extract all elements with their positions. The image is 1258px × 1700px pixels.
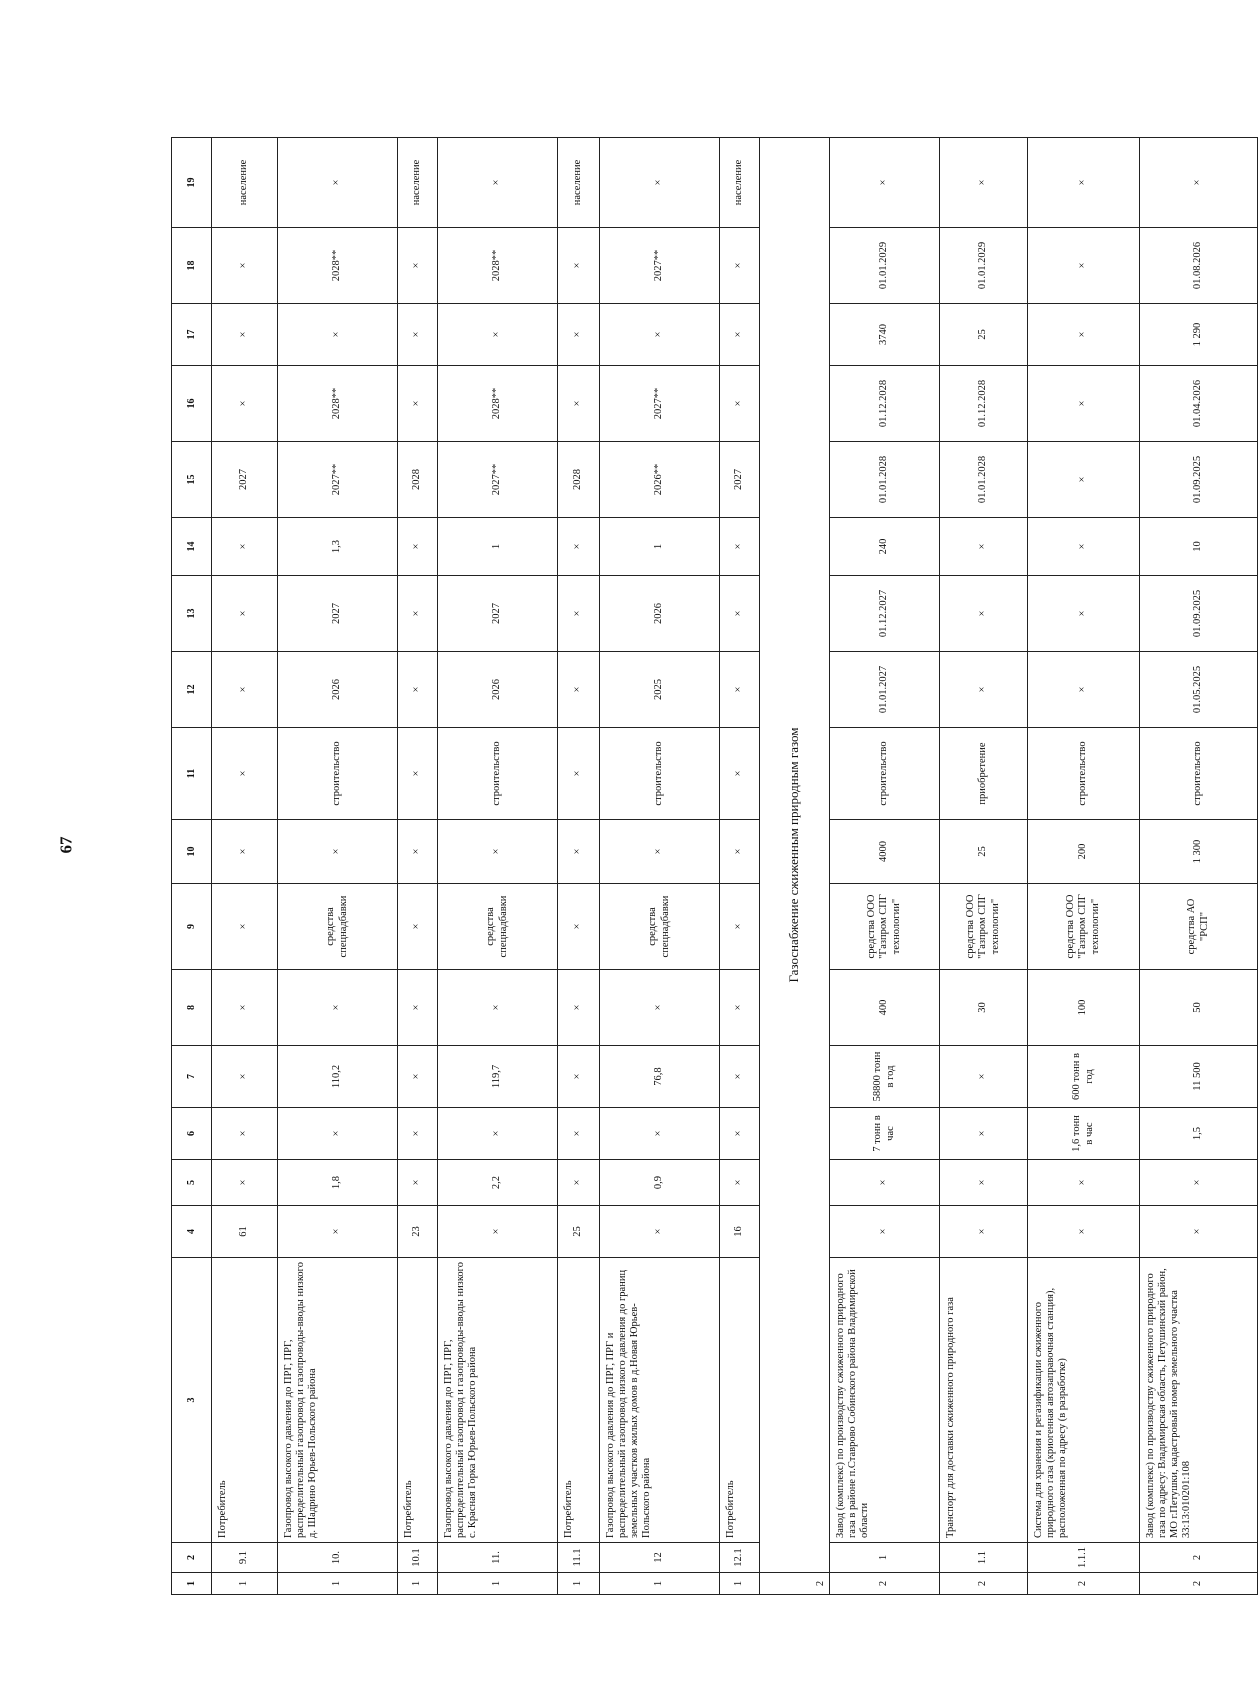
- table-row: [1140, 138, 1258, 1595]
- table-cell-c8: 30: [940, 970, 1028, 1046]
- table-cell-c3: Завод (комплекс) по производству сжиженного природного газа в районе п.Ставрово Собинского района Владимирской области: [830, 1258, 940, 1543]
- table-cell-c14: ×: [1028, 518, 1140, 576]
- table-cell-c2: 12: [600, 1543, 720, 1573]
- table-cell-c16: ×: [720, 366, 760, 442]
- table-cell-c2: 11.: [438, 1543, 558, 1573]
- table-cell-c15: 01.01.2028: [940, 442, 1028, 518]
- table-cell-c9: средства спецнадбавки: [600, 884, 720, 970]
- table-cell-c6: ×: [600, 1108, 720, 1160]
- table-row: [558, 138, 600, 1595]
- table-cell-c11: строительство: [830, 728, 940, 820]
- table-cell-c6: ×: [720, 1108, 760, 1160]
- column-header-14: 14: [172, 518, 212, 576]
- table-cell-c16: ×: [398, 366, 438, 442]
- table-cell-c3: Система для хранения и регазификации сжиженного природного газа (криогенная автозаправочная станция), расположенная по адресу (в разработке): [1028, 1258, 1140, 1543]
- table-cell-c10: ×: [278, 820, 398, 884]
- table-cell-c19: ×: [600, 138, 720, 228]
- table-cell-c19: население: [398, 138, 438, 228]
- table-cell-c13: 2027: [438, 576, 558, 652]
- table-cell-c18: ×: [558, 228, 600, 304]
- table-cell-c9: ×: [398, 884, 438, 970]
- table-cell-c17: ×: [720, 304, 760, 366]
- table-row: [600, 138, 720, 1595]
- table-cell-c7: 119,7: [438, 1046, 558, 1108]
- table-cell-c12: ×: [940, 652, 1028, 728]
- table-cell-c8: 50: [1140, 970, 1258, 1046]
- table-cell-c5: ×: [720, 1160, 760, 1206]
- table-cell-c7: 11 500: [1140, 1046, 1258, 1108]
- table-cell-c18: ×: [398, 228, 438, 304]
- table-cell-c6: ×: [438, 1108, 558, 1160]
- table-cell-c17: ×: [212, 304, 278, 366]
- table-cell-c17: 1 290: [1140, 304, 1258, 366]
- table-cell-c3: Газопровод высокого давления до ПРГ, ПРГ и распределительный газопровод низкого давления до границ земельных участков жилых домов в д.Новая Юрьев-Польского района: [600, 1258, 720, 1543]
- table-row: [398, 138, 438, 1595]
- table-cell-c1: 2: [1028, 1573, 1140, 1595]
- table-cell-c12: 01.05.2025: [1140, 652, 1258, 728]
- table-cell-c5: ×: [1140, 1160, 1258, 1206]
- column-header-5: 5: [172, 1160, 212, 1206]
- table-cell-c10: ×: [720, 820, 760, 884]
- header-row: [172, 138, 212, 1595]
- table-cell-c14: ×: [212, 518, 278, 576]
- section-number: 2: [760, 1573, 830, 1595]
- table-cell-c4: 25: [558, 1206, 600, 1258]
- table-cell-c15: 2027: [720, 442, 760, 518]
- table-cell-c13: ×: [398, 576, 438, 652]
- table-cell-c11: приобретение: [940, 728, 1028, 820]
- column-header-3: 3: [172, 1258, 212, 1543]
- section-title: Газоснабжение сжиженным природным газом: [760, 138, 830, 1573]
- table-row: [940, 138, 1028, 1595]
- table-cell-c8: ×: [438, 970, 558, 1046]
- table-cell-c1: 1: [438, 1573, 558, 1595]
- column-header-2: 2: [172, 1543, 212, 1573]
- table-cell-c10: ×: [212, 820, 278, 884]
- table-cell-c11: ×: [558, 728, 600, 820]
- table-cell-c7: 76,8: [600, 1046, 720, 1108]
- table-cell-c11: строительство: [1028, 728, 1140, 820]
- table-cell-c10: ×: [438, 820, 558, 884]
- table-cell-c14: ×: [720, 518, 760, 576]
- table-cell-c6: ×: [278, 1108, 398, 1160]
- column-header-13: 13: [172, 576, 212, 652]
- table-cell-c19: ×: [830, 138, 940, 228]
- table-cell-c19: население: [720, 138, 760, 228]
- table-cell-c15: 2028: [558, 442, 600, 518]
- table-cell-c16: 2027**: [600, 366, 720, 442]
- table-cell-c4: 61: [212, 1206, 278, 1258]
- table-cell-c11: строительство: [438, 728, 558, 820]
- table-cell-c6: 1,6 тонн в час: [1028, 1108, 1140, 1160]
- table-cell-c13: ×: [1028, 576, 1140, 652]
- table-cell-c10: ×: [558, 820, 600, 884]
- table-cell-c3: Транспорт для доставки сжиженного природного газа: [940, 1258, 1028, 1543]
- table-cell-c15: 01.09.2025: [1140, 442, 1258, 518]
- table-cell-c11: строительство: [600, 728, 720, 820]
- table-cell-c19: ×: [438, 138, 558, 228]
- column-header-9: 9: [172, 884, 212, 970]
- table-cell-c18: 2028**: [438, 228, 558, 304]
- gas-supply-table: [171, 137, 1258, 1595]
- table-cell-c3: Потребитель: [212, 1258, 278, 1543]
- table-cell-c13: 2026: [600, 576, 720, 652]
- table-cell-c8: 400: [830, 970, 940, 1046]
- table-cell-c9: средства ООО "Газпром СПГ технологии": [830, 884, 940, 970]
- table-cell-c13: ×: [558, 576, 600, 652]
- table-cell-c8: ×: [212, 970, 278, 1046]
- table-cell-c17: ×: [1028, 304, 1140, 366]
- table-cell-c13: ×: [212, 576, 278, 652]
- table-cell-c8: ×: [398, 970, 438, 1046]
- table-cell-c7: ×: [558, 1046, 600, 1108]
- table-cell-c7: 58800 тонн в год: [830, 1046, 940, 1108]
- table-row: [278, 138, 398, 1595]
- table-cell-c10: ×: [600, 820, 720, 884]
- table-cell-c12: ×: [212, 652, 278, 728]
- table-cell-c3: Потребитель: [558, 1258, 600, 1543]
- table-cell-c14: ×: [398, 518, 438, 576]
- table-cell-c1: 1: [558, 1573, 600, 1595]
- table-cell-c2: 10.: [278, 1543, 398, 1573]
- table-cell-c5: ×: [212, 1160, 278, 1206]
- table-cell-c9: ×: [720, 884, 760, 970]
- table-cell-c12: ×: [558, 652, 600, 728]
- table-cell-c6: ×: [940, 1108, 1028, 1160]
- table-cell-c16: ×: [1028, 366, 1140, 442]
- table-cell-c7: ×: [720, 1046, 760, 1108]
- table-cell-c17: ×: [438, 304, 558, 366]
- table-cell-c9: ×: [212, 884, 278, 970]
- table-cell-c15: ×: [1028, 442, 1140, 518]
- table-cell-c1: 1: [212, 1573, 278, 1595]
- table-cell-c5: ×: [558, 1160, 600, 1206]
- table-cell-c6: ×: [212, 1108, 278, 1160]
- table-cell-c16: 01.12.2028: [830, 366, 940, 442]
- table-cell-c10: 200: [1028, 820, 1140, 884]
- table-cell-c17: ×: [558, 304, 600, 366]
- table-cell-c18: 01.08.2026: [1140, 228, 1258, 304]
- table-cell-c2: 10.1: [398, 1543, 438, 1573]
- table-cell-c12: 2026: [438, 652, 558, 728]
- table-cell-c14: 10: [1140, 518, 1258, 576]
- table-cell-c8: ×: [278, 970, 398, 1046]
- table-cell-c3: Потребитель: [720, 1258, 760, 1543]
- column-header-6: 6: [172, 1108, 212, 1160]
- table-cell-c13: 2027: [278, 576, 398, 652]
- table-cell-c17: 25: [940, 304, 1028, 366]
- table-cell-c14: 1,3: [278, 518, 398, 576]
- table-cell-c3: Завод (комплекс) по производству сжиженного природного газа по адресу: Владимирская область, Петушинский район, МО г.Петушки, кадастровый номер земельного участка 33:13:010201:108: [1140, 1258, 1258, 1543]
- table-cell-c14: ×: [940, 518, 1028, 576]
- table-cell-c18: 01.01.2029: [940, 228, 1028, 304]
- table-cell-c3: Газопровод высокого давления до ПРГ, ПРГ, распределительный газопровод и газопроводы-вводы низкого д. Шадрино Юрьев-Польского района: [278, 1258, 398, 1543]
- table-cell-c16: 01.04.2026: [1140, 366, 1258, 442]
- table-cell-c5: 1,8: [278, 1160, 398, 1206]
- table-cell-c6: ×: [398, 1108, 438, 1160]
- table-cell-c4: 16: [720, 1206, 760, 1258]
- table-cell-c4: 23: [398, 1206, 438, 1258]
- table-cell-c11: строительство: [278, 728, 398, 820]
- table-cell-c8: ×: [558, 970, 600, 1046]
- table-cell-c11: ×: [212, 728, 278, 820]
- column-header-16: 16: [172, 366, 212, 442]
- table-cell-c16: ×: [212, 366, 278, 442]
- table-cell-c4: ×: [1028, 1206, 1140, 1258]
- table-cell-c10: ×: [398, 820, 438, 884]
- table-cell-c17: 3740: [830, 304, 940, 366]
- table-cell-c19: ×: [940, 138, 1028, 228]
- table-cell-c4: ×: [278, 1206, 398, 1258]
- table-cell-c17: ×: [600, 304, 720, 366]
- table-cell-c15: 2027: [212, 442, 278, 518]
- table-cell-c2: 1: [830, 1543, 940, 1573]
- table-cell-c16: 2028**: [438, 366, 558, 442]
- table-cell-c3: Потребитель: [398, 1258, 438, 1543]
- table-cell-c10: 25: [940, 820, 1028, 884]
- table-cell-c15: 2026**: [600, 442, 720, 518]
- table-cell-c8: ×: [600, 970, 720, 1046]
- table-cell-c4: ×: [830, 1206, 940, 1258]
- table-cell-c19: ×: [1028, 138, 1140, 228]
- table-cell-c7: 600 тонн в год: [1028, 1046, 1140, 1108]
- table-cell-c15: 01.01.2028: [830, 442, 940, 518]
- table-cell-c10: 1 300: [1140, 820, 1258, 884]
- table-cell-c5: ×: [398, 1160, 438, 1206]
- table-cell-c12: ×: [720, 652, 760, 728]
- table-cell-c4: ×: [600, 1206, 720, 1258]
- table-cell-c5: 2,2: [438, 1160, 558, 1206]
- table-row: [212, 138, 278, 1595]
- table-cell-c14: ×: [558, 518, 600, 576]
- table-cell-c11: ×: [720, 728, 760, 820]
- table-cell-c1: 2: [1140, 1573, 1258, 1595]
- table-cell-c7: 110,2: [278, 1046, 398, 1108]
- table-cell-c7: ×: [398, 1046, 438, 1108]
- table-cell-c11: строительство: [1140, 728, 1258, 820]
- table-cell-c9: средства спецнадбавки: [438, 884, 558, 970]
- table-cell-c9: средства ООО "Газпром СПГ технологии": [940, 884, 1028, 970]
- column-header-8: 8: [172, 970, 212, 1046]
- table-cell-c8: 100: [1028, 970, 1140, 1046]
- table-cell-c18: 2027**: [600, 228, 720, 304]
- table-cell-c13: 01.09.2025: [1140, 576, 1258, 652]
- table-row: [830, 138, 940, 1595]
- table-cell-c5: ×: [1028, 1160, 1140, 1206]
- column-header-1: 1: [172, 1573, 212, 1595]
- table-cell-c1: 1: [720, 1573, 760, 1595]
- table-cell-c2: 12.1: [720, 1543, 760, 1573]
- table-cell-c18: ×: [1028, 228, 1140, 304]
- table-cell-c5: ×: [830, 1160, 940, 1206]
- column-header-19: 19: [172, 138, 212, 228]
- column-header-10: 10: [172, 820, 212, 884]
- table-cell-c18: 01.01.2029: [830, 228, 940, 304]
- table-cell-c5: ×: [940, 1160, 1028, 1206]
- table-cell-c1: 1: [278, 1573, 398, 1595]
- table-cell-c1: 1: [398, 1573, 438, 1595]
- table-cell-c6: 7 тонн в час: [830, 1108, 940, 1160]
- table-cell-c12: 01.01.2027: [830, 652, 940, 728]
- table-cell-c19: ×: [278, 138, 398, 228]
- column-header-12: 12: [172, 652, 212, 728]
- table-cell-c6: 1,5: [1140, 1108, 1258, 1160]
- table-cell-c4: ×: [1140, 1206, 1258, 1258]
- table-cell-c12: 2025: [600, 652, 720, 728]
- section-row: [760, 138, 830, 1595]
- table-cell-c12: ×: [398, 652, 438, 728]
- table-cell-c13: 01.12.2027: [830, 576, 940, 652]
- table-cell-c7: ×: [212, 1046, 278, 1108]
- table-cell-c14: 1: [600, 518, 720, 576]
- table-cell-c9: средства спецнадбавки: [278, 884, 398, 970]
- table-cell-c16: 01.12.2028: [940, 366, 1028, 442]
- table-cell-c12: ×: [1028, 652, 1140, 728]
- table-cell-c17: ×: [398, 304, 438, 366]
- table-cell-c15: 2027**: [278, 442, 398, 518]
- table-cell-c16: 2028**: [278, 366, 398, 442]
- table-cell-c16: ×: [558, 366, 600, 442]
- table-cell-c9: средства АО "РСП": [1140, 884, 1258, 970]
- table-cell-c12: 2026: [278, 652, 398, 728]
- table-cell-c19: ×: [1140, 138, 1258, 228]
- table-cell-c4: ×: [940, 1206, 1028, 1258]
- column-header-18: 18: [172, 228, 212, 304]
- column-header-15: 15: [172, 442, 212, 518]
- table-cell-c13: ×: [940, 576, 1028, 652]
- table-row: [1028, 138, 1140, 1595]
- table-cell-c10: 4000: [830, 820, 940, 884]
- table-cell-c18: ×: [720, 228, 760, 304]
- table-cell-c18: ×: [212, 228, 278, 304]
- table-cell-c19: население: [558, 138, 600, 228]
- table-cell-c1: 2: [830, 1573, 940, 1595]
- table-cell-c4: ×: [438, 1206, 558, 1258]
- table-cell-c9: средства ООО "Газпром СПГ технологии": [1028, 884, 1140, 970]
- column-header-4: 4: [172, 1206, 212, 1258]
- table-cell-c7: ×: [940, 1046, 1028, 1108]
- table-cell-c9: ×: [558, 884, 600, 970]
- table-cell-c15: 2028: [398, 442, 438, 518]
- table-cell-c5: 0,9: [600, 1160, 720, 1206]
- column-header-7: 7: [172, 1046, 212, 1108]
- table-cell-c2: 1.1.1: [1028, 1543, 1140, 1573]
- table-cell-c8: ×: [720, 970, 760, 1046]
- table-cell-c17: ×: [278, 304, 398, 366]
- column-header-17: 17: [172, 304, 212, 366]
- table-cell-c15: 2027**: [438, 442, 558, 518]
- table-cell-c13: ×: [720, 576, 760, 652]
- table-row: [720, 138, 760, 1595]
- table-row: [438, 138, 558, 1595]
- table-cell-c3: Газопровод высокого давления до ПРГ, ПРГ, распределительный газопровод и газопроводы-вводы низкого с. Красная Горка Юрьев-Польского района: [438, 1258, 558, 1543]
- table-cell-c2: 11.1: [558, 1543, 600, 1573]
- table-cell-c6: ×: [558, 1108, 600, 1160]
- table-cell-c19: население: [212, 138, 278, 228]
- table-cell-c2: 9.1: [212, 1543, 278, 1573]
- table-cell-c18: 2028**: [278, 228, 398, 304]
- rotated-table-container: [171, 137, 1210, 1595]
- table-cell-c11: ×: [398, 728, 438, 820]
- column-header-11: 11: [172, 728, 212, 820]
- table-cell-c2: 2: [1140, 1543, 1258, 1573]
- table-cell-c1: 1: [600, 1573, 720, 1595]
- table-cell-c14: 240: [830, 518, 940, 576]
- table-cell-c14: 1: [438, 518, 558, 576]
- table-cell-c2: 1.1: [940, 1543, 1028, 1573]
- page-number: 67: [56, 836, 76, 854]
- table-cell-c1: 2: [940, 1573, 1028, 1595]
